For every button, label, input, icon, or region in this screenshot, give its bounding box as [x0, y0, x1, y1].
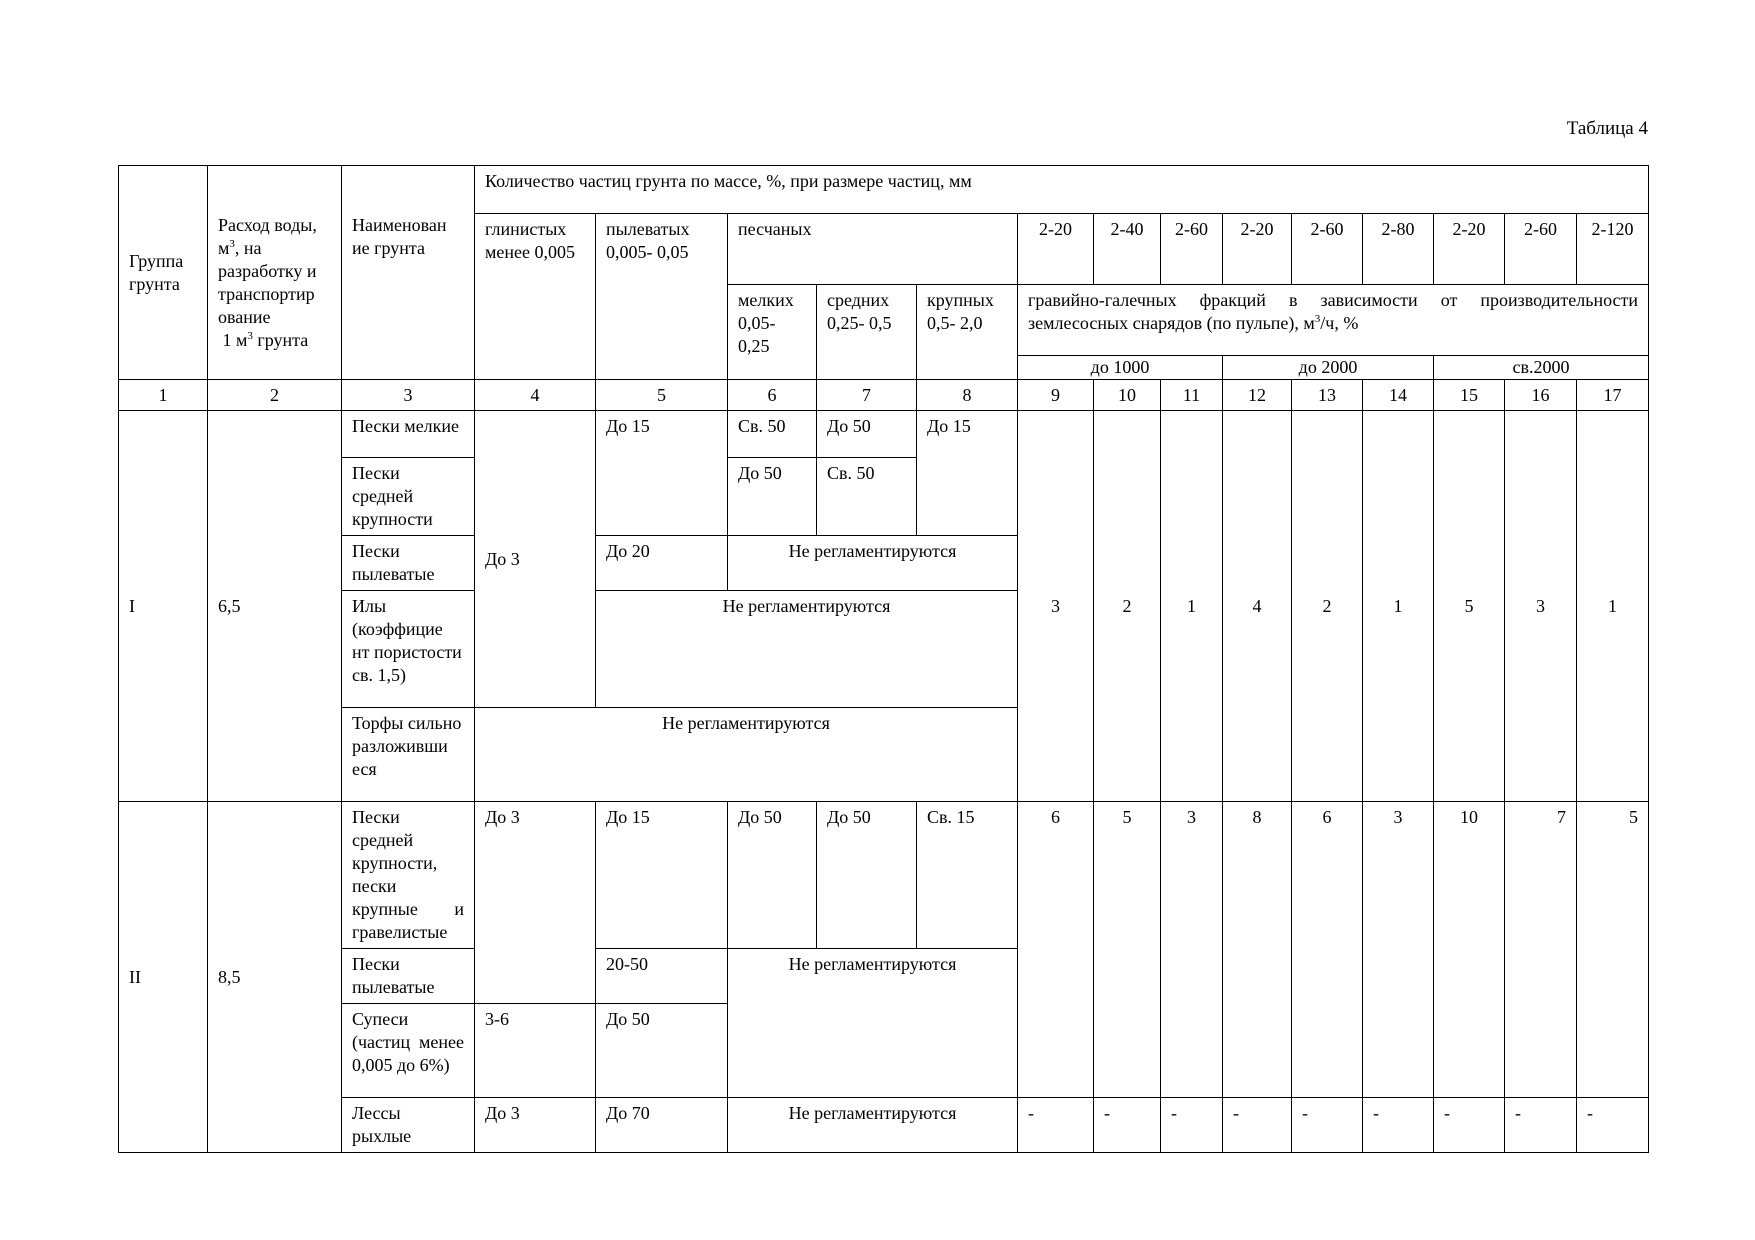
- column-number: 4: [475, 380, 596, 411]
- column-number: 12: [1223, 380, 1292, 411]
- header-size: 2-60: [1505, 214, 1577, 285]
- soil-name-cell: Пески мелкие: [342, 411, 475, 458]
- gravel-cell: 3: [1363, 802, 1434, 1098]
- silt-cell: До 50: [596, 1004, 728, 1098]
- clay-cell: До 3: [475, 411, 596, 708]
- gravel-cell: 7: [1505, 802, 1577, 1098]
- soil-name-cell: Пески пылеватые: [342, 949, 475, 1004]
- header-size: 2-40: [1094, 214, 1161, 285]
- column-number: 17: [1577, 380, 1649, 411]
- column-number: 8: [917, 380, 1018, 411]
- table-row: [119, 802, 1649, 949]
- silt-cell: До 20: [596, 536, 728, 591]
- soil-name-cell: Пески пылеватые: [342, 536, 475, 591]
- sand-fine-cell: До 50: [728, 458, 817, 536]
- gravel-cell: -: [1094, 1098, 1161, 1153]
- gravel-cell: 10: [1434, 802, 1505, 1098]
- column-number: 14: [1363, 380, 1434, 411]
- gravel-cell: -: [1292, 1098, 1363, 1153]
- merged-cell: Не регламентируются: [596, 591, 1018, 708]
- soil-name-cell: Пески средней крупности: [342, 458, 475, 536]
- sand-fine-cell: До 50: [728, 802, 817, 949]
- column-number: 5: [596, 380, 728, 411]
- clay-cell: До 3: [475, 1098, 596, 1153]
- header-sand-fine: мелких 0,05- 0,25: [728, 285, 817, 380]
- header-clay: глинистых менее 0,005: [475, 214, 596, 380]
- silt-cell: До 15: [596, 802, 728, 949]
- gravel-cell: -: [1434, 1098, 1505, 1153]
- column-number: 1: [119, 380, 208, 411]
- water-cell: 8,5: [208, 802, 342, 1153]
- header-silt: пылеватых 0,005- 0,05: [596, 214, 728, 380]
- gravel-cell: 8: [1223, 802, 1292, 1098]
- header-perf-2000: до 2000: [1223, 356, 1434, 380]
- table-row: [119, 411, 1649, 458]
- sand-merged-cell: Не регламентируются: [728, 949, 1018, 1098]
- silt-cell: До 15: [596, 411, 728, 536]
- soil-particles-table: [118, 165, 1649, 1153]
- group-cell: II: [119, 802, 208, 1153]
- clay-cell: До 3: [475, 802, 596, 1004]
- merged-cell: Не регламентируются: [475, 708, 1018, 802]
- gravel-cell: 5: [1094, 802, 1161, 1098]
- gravel-cell: 1: [1577, 411, 1649, 802]
- gravel-cell: 3: [1505, 411, 1577, 802]
- gravel-cell: 6: [1018, 802, 1094, 1098]
- header-size: 2-20: [1434, 214, 1505, 285]
- header-gravel-fractions: гравийно-галечных фракций в зависимости от производительности землесосных снарядов (по пульпе), $м^3/ч$, %: [1018, 285, 1649, 356]
- gravel-cell: 5: [1434, 411, 1505, 802]
- column-number: 9: [1018, 380, 1094, 411]
- sand-coarse-cell: Св. 15: [917, 802, 1018, 949]
- gravel-cell: -: [1363, 1098, 1434, 1153]
- gravel-cell: 1: [1363, 411, 1434, 802]
- gravel-cell: 3: [1161, 802, 1223, 1098]
- header-size: 2-60: [1161, 214, 1223, 285]
- column-number: 3: [342, 380, 475, 411]
- silt-cell: 20-50: [596, 949, 728, 1004]
- column-number: 7: [817, 380, 917, 411]
- soil-name-cell: Илы (коэффицие нт пористости св. 1,5): [342, 591, 475, 708]
- header-soil-name: Наименован ие грунта: [342, 166, 475, 380]
- gravel-cell: 2: [1094, 411, 1161, 802]
- soil-name-cell: Пески средней крупности, пески крупные и гравелистые: [342, 802, 475, 949]
- sand-fine-cell: Св. 50: [728, 411, 817, 458]
- gravel-cell: -: [1161, 1098, 1223, 1153]
- silt-cell: До 70: [596, 1098, 728, 1153]
- table-caption: Таблица 4: [1566, 118, 1648, 139]
- sand-merged-cell: Не регламентируются: [728, 1098, 1018, 1153]
- column-number: 16: [1505, 380, 1577, 411]
- gravel-cell: 4: [1223, 411, 1292, 802]
- header-particle-quantity: Количество частиц грунта по массе, %, при размере частиц, мм: [475, 166, 1649, 214]
- column-number: 6: [728, 380, 817, 411]
- gravel-cell: 3: [1018, 411, 1094, 802]
- column-number: 10: [1094, 380, 1161, 411]
- gravel-cell: 1: [1161, 411, 1223, 802]
- header-size: 2-120: [1577, 214, 1649, 285]
- column-number: 11: [1161, 380, 1223, 411]
- sand-merged-cell: Не регламентируются: [728, 536, 1018, 591]
- header-perf-over-2000: св.2000: [1434, 356, 1649, 380]
- header-perf-1000: до 1000: [1018, 356, 1223, 380]
- gravel-cell: -: [1018, 1098, 1094, 1153]
- gravel-cell: 2: [1292, 411, 1363, 802]
- gravel-cell: -: [1577, 1098, 1649, 1153]
- soil-name-cell: Лессы рыхлые: [342, 1098, 475, 1153]
- header-sand: песчаных: [728, 214, 1018, 285]
- group-cell: I: [119, 411, 208, 802]
- gravel-cell: -: [1223, 1098, 1292, 1153]
- sand-medium-cell: До 50: [817, 802, 917, 949]
- header-sand-coarse: крупных 0,5- 2,0: [917, 285, 1018, 380]
- sand-medium-cell: Св. 50: [817, 458, 917, 536]
- table-row: [119, 1098, 1649, 1153]
- header-group: Группа грунта: [119, 166, 208, 380]
- header-size: 2-60: [1292, 214, 1363, 285]
- sand-medium-cell: До 50: [817, 411, 917, 458]
- header-size: 2-80: [1363, 214, 1434, 285]
- soil-name-cell: Торфы сильно разложивши еся: [342, 708, 475, 802]
- header-sand-medium: средних 0,25- 0,5: [817, 285, 917, 380]
- gravel-cell: 6: [1292, 802, 1363, 1098]
- sand-coarse-cell: До 15: [917, 411, 1018, 536]
- gravel-cell: -: [1505, 1098, 1577, 1153]
- header-water-consumption: Расход воды, $м^3$, на разработку и транспортир ование 1 $м^3$ грунта: [208, 166, 342, 380]
- clay-cell: 3-6: [475, 1004, 596, 1098]
- soil-name-cell: Супеси (частиц менее 0,005 до 6%): [342, 1004, 475, 1098]
- header-size: 2-20: [1223, 214, 1292, 285]
- water-cell: 6,5: [208, 411, 342, 802]
- column-number: 2: [208, 380, 342, 411]
- column-number: 15: [1434, 380, 1505, 411]
- header-size: 2-20: [1018, 214, 1094, 285]
- gravel-cell: 5: [1577, 802, 1649, 1098]
- column-number: 13: [1292, 380, 1363, 411]
